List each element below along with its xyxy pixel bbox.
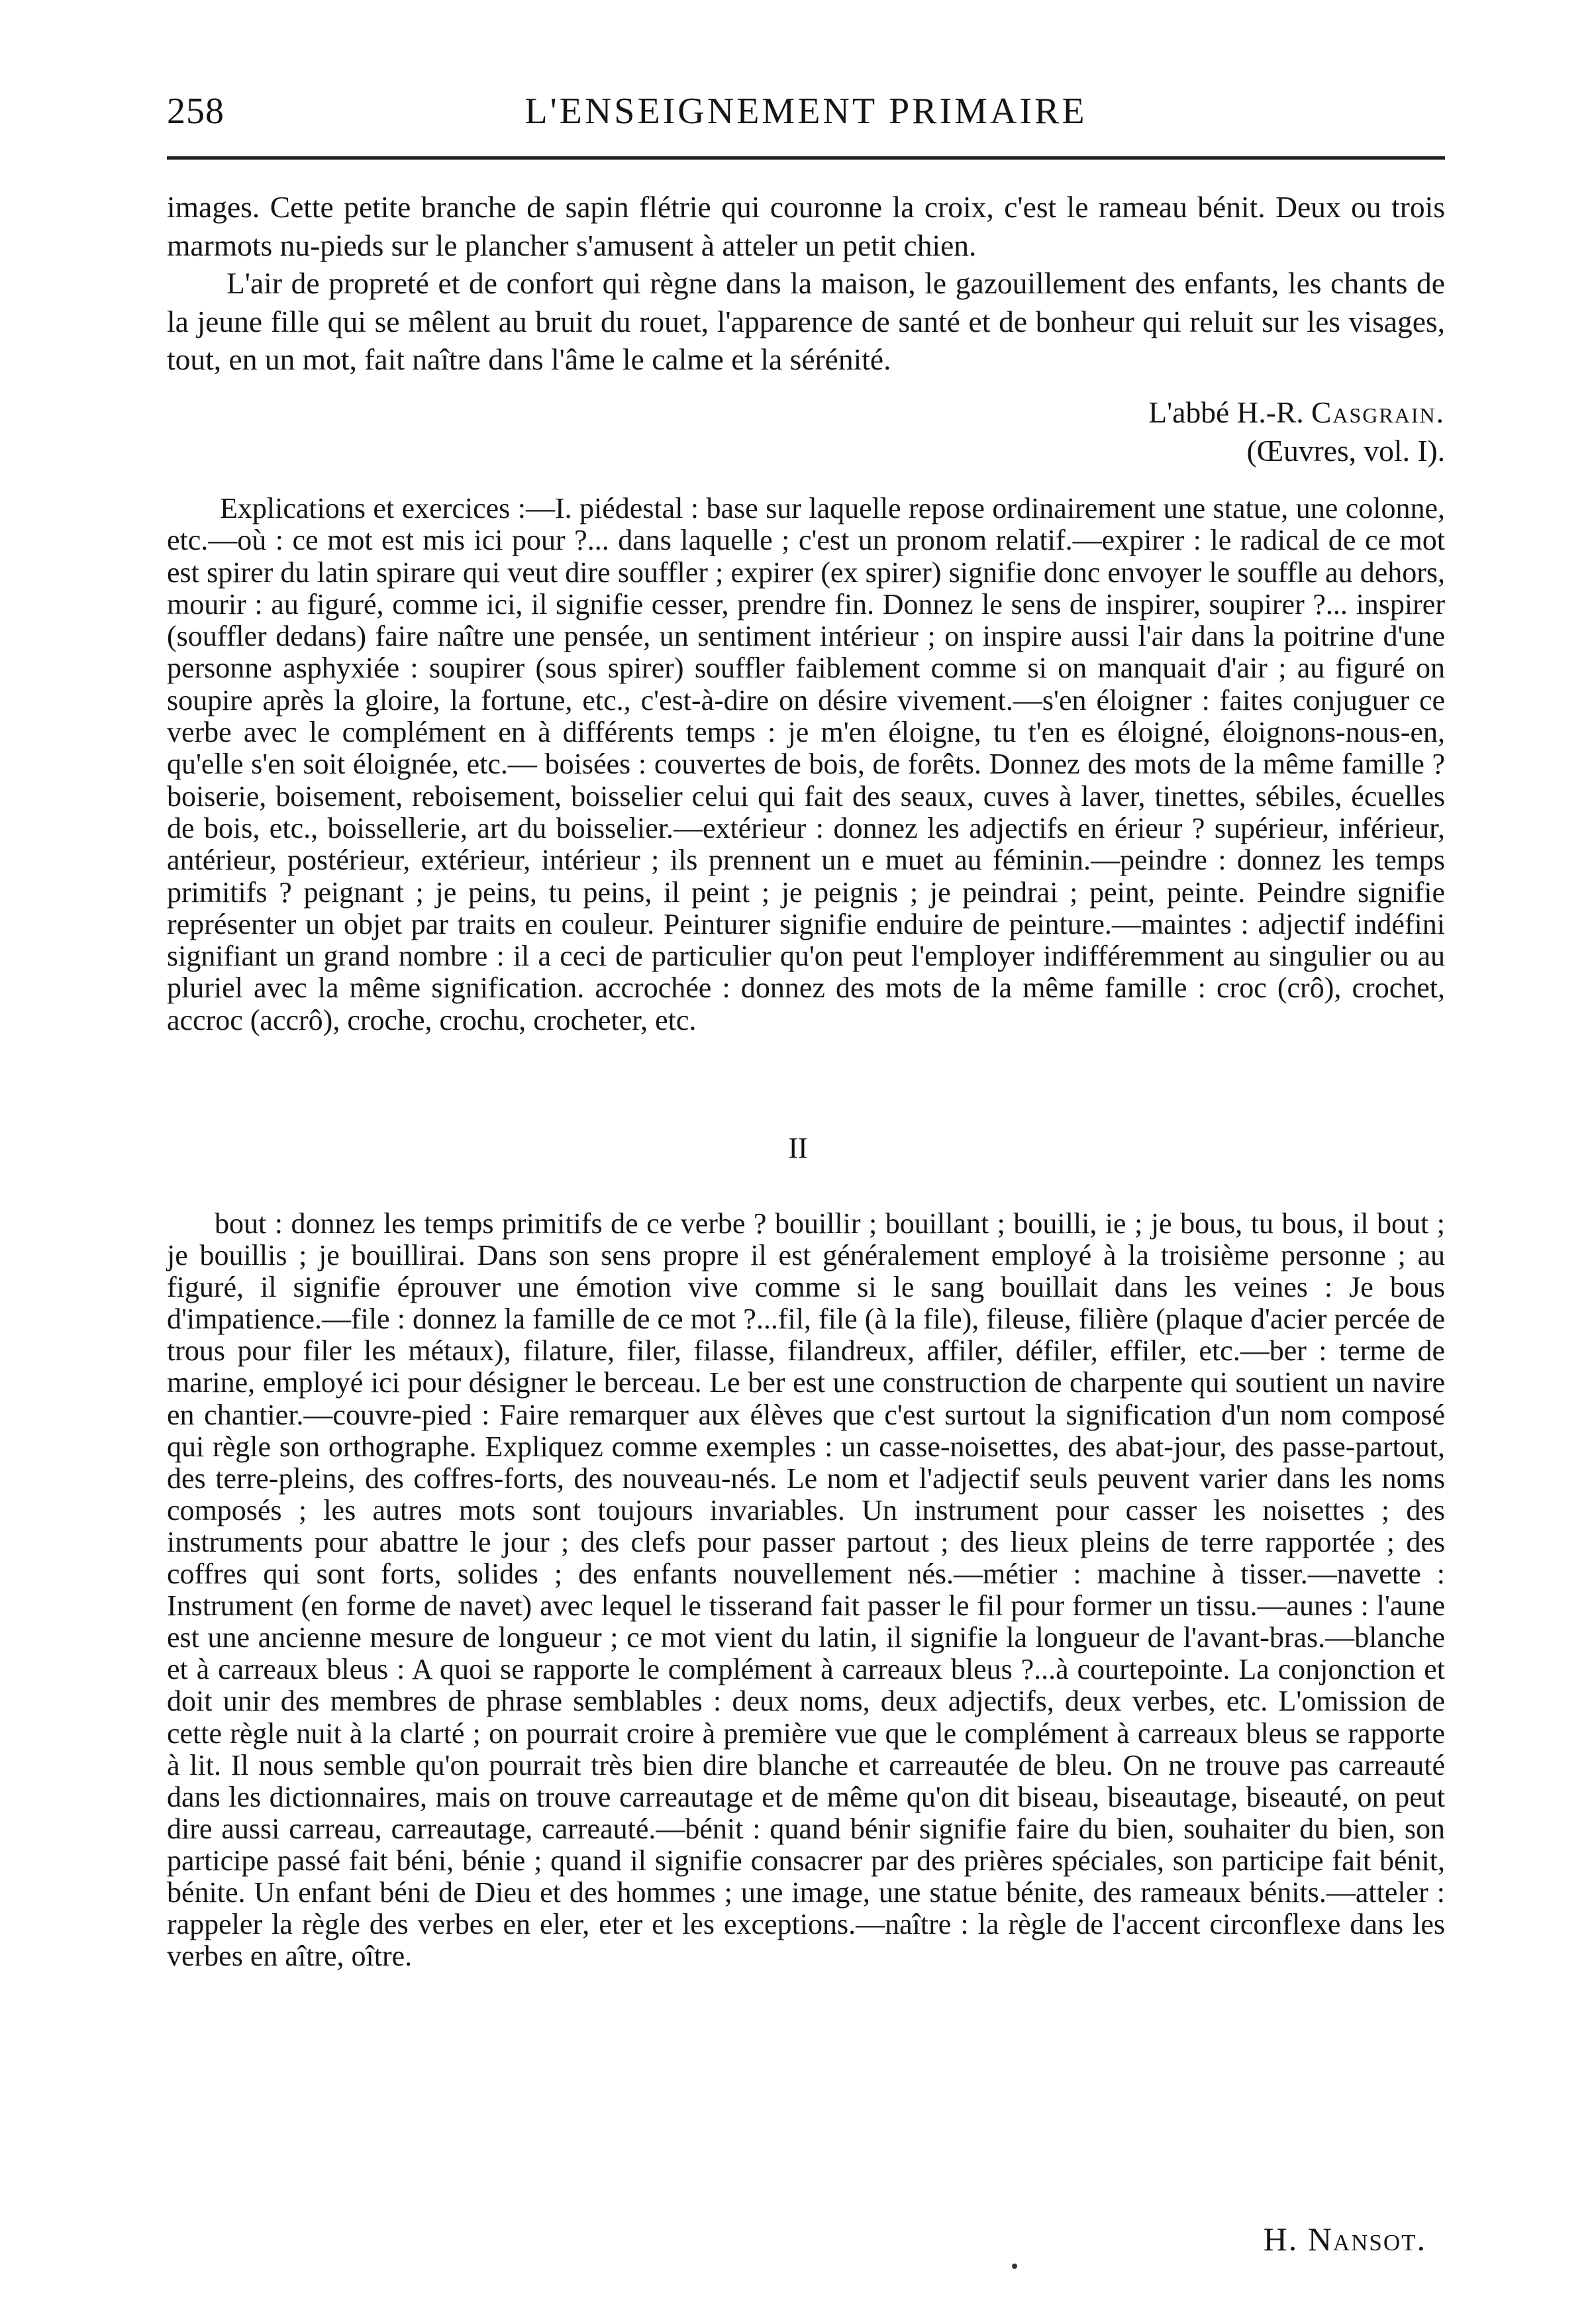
running-header — [167, 85, 1445, 144]
signature-prefix: L'abbé H.-R. — [1148, 395, 1304, 429]
signature-source: (Œuvres, vol. I). — [1246, 434, 1445, 468]
author-initial: H. — [1263, 2221, 1299, 2258]
page-number: 258 — [167, 91, 224, 132]
author-name: Nansot. — [1307, 2221, 1426, 2258]
intro-paragraph-1: images. Cette petite branche de sapin flétrie qui couronne la croix, c'est le rameau bénit. Deux ou trois marmots nu-pieds sur le plancher s'amusent à atteler un petit chien. — [167, 190, 1445, 262]
author-signature — [1264, 2220, 1426, 2258]
section-number: II — [788, 1132, 808, 1164]
bouillir-paragraph: bout : donnez les temps primitifs de ce verbe ? bouillir ; bouillant ; bouilli, ie ; je bous, tu bous, il bout ; je bouillis ; je bouillirai. Dans son sens propre il est généralement employé à la troisième personne ; au figuré, il signifie éprouver une émotion vive comme si le sang bouillait dans les veines : Je bous d'impatience.—file : donnez la famille de ce mot ?...fil, file (à la file), fileuse, filière (plaque d'acier percée de trous pour filer les métaux), filature, filer, filasse, filandreux, affiler, défiler, effiler, etc.—ber : terme de marine, employé ici pour désigner le berceau. Le ber est une construction de charpente qui soutient un navire en chantier.—couvre-pied : Faire remarquer aux élèves que c'est surtout la signification d'un nom composé qui règle son orthographe. Expliquez comme exemples : un casse-noisettes, des abat-jour, des passe-partout, des terre-pleins, des coffres-forts, des nouveau-nés. Le nom et l'adjectif seuls peuvent varier dans les noms composés ; les autres mots sont toujours invariables. Un instrument pour casser les noisettes ; des instruments pour abattre le jour ; des clefs pour passer partout ; des lieux pleins de terre rapportée ; des coffres qui sont forts, solides ; des enfants nouvellement nés.—métier : machine à tisser.—navette : Instrument (en forme de navet) avec lequel le tisserand fait passer le fil pour former un tissu.—aunes : l'aune est une ancienne mesure de longueur ; ce mot vient du latin, il signifie la longueur de l'avant-bras.—blanche et à carreaux bleus : A quoi se rapporte le complément à carreaux bleus ?...à courtepointe. La conjonction et doit unir des membres de phrase semblables : deux noms, deux adjectifs, deux verbes, etc. L'omission de cette règle nuit à la clarté ; on pourrait croire à première vue que le complément à carreaux bleus se rapporte à lit. Il nous semble qu'on pourrait très bien dire blanche et carreautée de bleu. On ne trouve pas carreauté dans les dictionnaires, mais on trouve carreautage et de même qu'on dit biseau, biseautage, biseauté, on peut dire aussi carreau, carreautage, carreauté.—bénit : quand bénir signifie faire du bien, souhaiter du bien, son participe passé fait béni, bénie ; quand il signifie consacrer par des prières spéciales, son participe fait bénit, bénite. Un enfant béni de Dieu et des hommes ; une image, une statue bénite, des rameaux bénits.—atteler : rappeler la règle des verbes en eler, eter et les exceptions.—naître : la règle de l'accent circonflexe dans les verbes en aître, oître. — [167, 1207, 1445, 1973]
signature-name: Casgrain. — [1311, 395, 1445, 429]
explications-paragraph: Explications et exercices :—I. piédestal : base sur laquelle repose ordinairement une statue, une colonne, etc.—où : ce mot est mis ici pour ?... dans laquelle ; c'est un pronom relatif.—expirer : le radical de ce mot est spirer du latin spirare qui veut dire souffler ; expirer (ex spirer) signifie donc envoyer le souffle au dehors, mourir : au figuré, comme ici, il signifie cesser, prendre fin. Donnez le sens de inspirer, soupirer ?... inspirer (souffler dedans) faire naître une pensée, un sentiment intérieur ; on inspire aussi l'air dans la poitrine d'une personne asphyxiée : soupirer (sous spirer) souffler faiblement comme si on manquait d'air ; au figuré on soupire après la gloire, la fortune, etc., c'est-à-dire on désire vivement.—s'en éloigner : faites conjuguer ce verbe avec le complément en à différents temps : je m'en éloigne, tu t'en es éloigné, éloignons-nous-en, qu'elle s'en soit éloignée, etc.— boisées : couvertes de bois, de forêts. Donnez des mots de la même famille ? boiserie, boisement, reboisement, boisselier celui qui fait des seaux, cuves à laver, tinettes, sébiles, écuelles de bois, etc., boissellerie, art du boisselier.—extérieur : donnez les adjectifs en érieur ? supérieur, inférieur, antérieur, postérieur, extérieur, intérieur ; ils prennent un e muet au féminin.—peindre : donnez les temps primitifs ? peignant ; je peins, tu peins, il peint ; je peignis ; je peindrai ; peint, peinte. Peindre signifie représenter un objet par traits en couleur. Peinturer signifie enduire de peinture.—maintes : adjectif indéfini signifiant un grand nombre : il a ceci de particulier qu'on peut l'employer indifféremment au singulier ou au pluriel avec la même signification. accrochée : donnez des mots de la même famille : croc (crô), crochet, accroc (accrô), croche, crochu, crocheter, etc. — [167, 492, 1445, 1036]
running-title: L'ENSEIGNEMENT PRIMAIRE — [524, 91, 1087, 132]
signature-author — [1148, 395, 1445, 430]
header-rule — [167, 156, 1445, 160]
intro-paragraph-2: L'air de propreté et de confort qui règne dans la maison, le gazouillement des enfants, les chants de la jeune fille qui se mêlent au bruit du rouet, l'apparence de santé et de bonheur qui reluit sur les visages, tout, en un mot, fait naître dans l'âme le calme et la sérénité. — [167, 266, 1445, 376]
intro-text — [167, 188, 1445, 379]
page-dot — [1012, 2264, 1017, 2269]
explications-section — [167, 493, 1445, 1036]
bouillir-section — [167, 1208, 1445, 1972]
